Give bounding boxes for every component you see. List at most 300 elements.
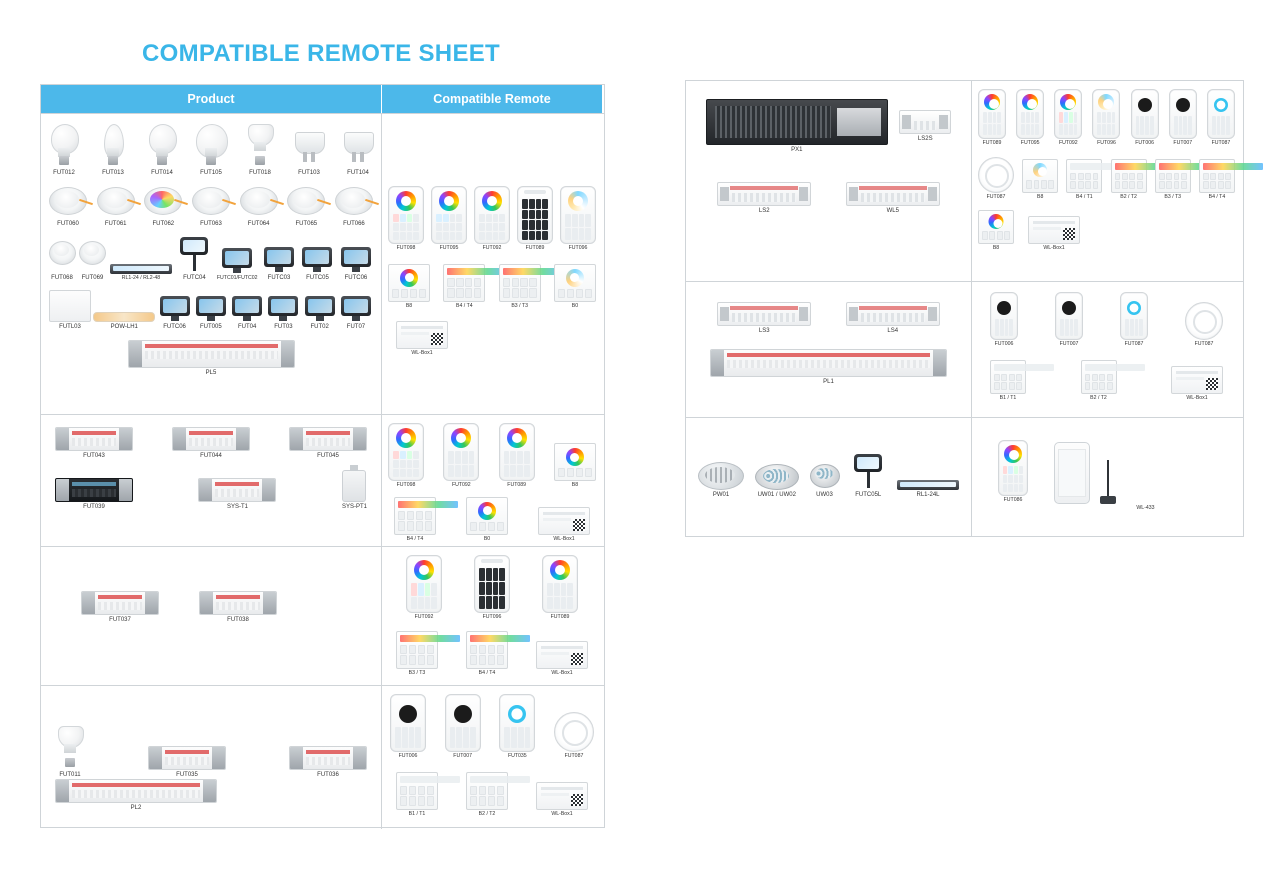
product-label: FUT103 [298,170,320,176]
bar-light-icon [110,264,172,274]
wall-panel-icon [1199,159,1235,193]
downlight-icon [97,185,135,219]
list-item [466,631,508,677]
list-item [55,478,133,511]
product-label: PL2 [130,804,142,811]
remote-icon [406,555,442,613]
list-item [49,239,75,282]
pool-light-icon [698,460,744,490]
product-label: FUT061 [104,220,127,227]
remote-label: WL-433 [1136,504,1155,511]
product-label: LS3 [758,328,770,334]
remote-icon [1055,292,1083,340]
product-label: FUT014 [151,170,173,176]
wifi-box-icon [396,321,448,349]
remote-icon [388,423,424,481]
bar-light-icon [897,480,959,490]
list-item [388,423,424,489]
table-row [686,281,1243,417]
product-cell [686,282,972,417]
remote-icon [978,89,1006,139]
list-item [443,264,485,310]
remote-icon [554,712,594,752]
list-item [79,239,105,282]
list-item [98,124,128,177]
remote-label: B2 / T2 [478,810,496,817]
header-product: Product [41,85,382,113]
remote-icon [474,555,510,613]
wall-panel-icon [396,772,438,810]
controller-icon [172,427,250,451]
remote-group [388,186,596,252]
controller-icon [148,746,226,770]
remote-icon [390,694,426,752]
list-item [390,694,426,760]
product-label: FUT068 [51,275,73,282]
product-label: FUT066 [343,220,365,227]
table-row [41,685,604,829]
wifi-box-icon [536,782,588,810]
list-item [466,497,508,543]
wall-panel-icon [1081,360,1117,394]
product-label: FUT005 [200,323,222,330]
list-item [846,182,940,215]
underwater-light-icon [810,462,840,490]
flood-light-icon [303,292,337,322]
product-group-2 [700,349,957,386]
spotlight-icon [343,128,373,168]
downlight-icon [240,185,278,219]
product-label: FUT063 [200,220,222,227]
remote-label: FUT096 [482,614,502,620]
list-item [342,470,367,511]
list-item [172,427,250,460]
remote-icon [1185,302,1223,340]
product-label: FUTC05L [855,492,882,498]
remote-icon [1092,89,1120,139]
remote-group-gateway [388,321,596,357]
list-item [147,124,177,177]
remote-label: FUT086 [1003,497,1023,503]
panel-light-icon [49,290,91,322]
remote-icon [1207,89,1235,139]
list-item [499,423,535,489]
left-compatibility-table [40,84,605,828]
product-cell [686,81,972,281]
list-item [55,427,133,460]
remote-label: FUT095 [1020,140,1040,146]
product-label: SYS-PT1 [341,503,367,510]
list-item [396,772,438,818]
remote-label: B3 / T3 [408,669,426,676]
product-label: WL5 [886,207,899,214]
product-label: FUTC05 [306,275,329,282]
wall-panel-icon [1066,159,1102,193]
product-label: LS2 [758,207,770,214]
controller-icon [199,591,277,615]
product-label: FUT037 [109,617,131,623]
bulb-icon [147,124,177,168]
table-row [41,414,604,546]
remote-label: FUT007 [1059,341,1079,347]
remote-icon [499,423,535,481]
list-item [217,244,258,282]
product-label: POW-LH1 [110,323,138,330]
remote-label: WL-Box1 [553,535,575,542]
remote-label: FUT089 [525,245,545,251]
wall-panel-icon [466,772,508,810]
remote-icon [431,186,467,244]
remote-label: FUT092 [414,614,434,620]
product-label: FUT03 [274,323,293,330]
remote-group [388,423,596,489]
remote-label: B8 [571,482,579,488]
table-row [41,546,604,685]
remote-cell [972,418,1241,536]
remote-label: B8 [405,302,413,309]
product-group-bulbs [49,124,373,177]
product-label: PL1 [823,378,834,385]
remote-label: FUT007 [1173,140,1193,146]
list-item [55,726,85,779]
left-table-header [41,85,604,113]
list-item [303,292,337,331]
remote-label: B4 / T1 [1076,193,1093,200]
remote-group [990,292,1223,348]
list-item [536,782,588,818]
list-item [499,694,535,760]
wifi-box-icon [536,641,588,669]
list-item [1185,302,1223,348]
product-label: FUTL03 [59,323,81,330]
wall-panel-icon [1155,159,1191,193]
product-label: FUT038 [227,617,249,623]
table-row [686,417,1243,536]
remote-label: FUT089 [982,140,1002,146]
product-cell [41,415,382,546]
list-item [978,89,1006,147]
list-item [445,694,481,760]
list-item [289,746,367,779]
remote-group [978,89,1235,147]
led-driver-icon [128,340,295,368]
downlight-icon [79,239,105,273]
list-item [245,124,275,177]
list-item [554,712,594,760]
list-item [1028,216,1080,252]
product-label: FUT04 [237,323,257,330]
flood-light-icon [300,243,334,273]
downlight-icon [144,185,182,219]
remote-icon [978,157,1014,193]
product-label: FUT012 [53,170,75,176]
bulb-icon [49,124,79,168]
list-item [698,460,744,499]
remote-label: B4 / T4 [406,535,424,542]
remote-label: FUT006 [398,753,418,759]
remote-label: B0 [483,535,491,542]
list-item [1055,292,1083,348]
list-item [49,124,79,177]
downlight-icon [49,185,87,219]
downlight-icon [335,185,373,219]
remote-cell [382,547,602,685]
remote-group-2 [392,631,592,677]
product-label: FUT02 [310,323,329,330]
product-group [698,452,959,499]
list-item [978,210,1014,252]
list-item [388,186,424,252]
list-item [406,555,442,621]
list-item [194,292,228,331]
product-cell [41,547,382,685]
remote-label: FUT096 [1097,140,1116,146]
list-item [192,185,230,228]
list-item [55,779,217,812]
list-item [339,243,373,282]
product-group [700,302,957,335]
remote-label: WL-Box1 [1043,245,1065,252]
remote-group-3 [978,210,1235,252]
list-item [710,349,947,386]
remote-label: FUT098 [396,245,416,251]
remote-label: FUT095 [439,245,459,251]
remote-label: WL-Box1 [411,350,433,357]
list-item [1081,360,1117,402]
remote-label: B1 / T1 [999,394,1017,401]
wifi-box-icon [1171,366,1223,394]
product-label: FUT013 [102,170,124,176]
flood-light-icon [220,244,254,274]
list-item [850,452,886,499]
remote-cell [382,114,602,414]
product-label: LS2S [917,136,933,142]
downlight-icon [192,185,230,219]
list-item [1111,159,1147,201]
antenna-icon [1100,460,1116,504]
downlight-icon [287,185,325,219]
product-label: FUT065 [295,220,318,227]
remote-icon [499,694,535,752]
remote-cell [972,282,1241,417]
list-item [1066,159,1102,201]
remote-icon [1131,89,1159,139]
list-item [1171,366,1223,402]
list-item [755,462,799,499]
remote-cell [972,81,1241,281]
list-item [339,292,373,331]
list-item [266,292,300,331]
remote-label: B3 / T3 [511,302,528,309]
remote-label: FUT092 [1058,140,1078,146]
remote-label: FUT092 [451,482,471,488]
header-compatible-remote: Compatible Remote [382,85,602,113]
list-item [93,312,155,331]
remote-icon [517,186,553,244]
list-item [158,292,192,331]
list-item [1054,89,1082,147]
product-label: PW01 [712,492,730,498]
remote-group-2 [990,360,1223,402]
remote-group-2 [388,497,596,543]
product-label: FUT064 [247,220,270,227]
product-label: LS4 [887,328,899,334]
remote-icon [542,555,578,613]
list-item [474,555,510,621]
wl-433-device-icon [1054,442,1090,504]
remote-group-panels [388,264,596,310]
remote-group [390,694,594,760]
remote-group [998,440,1215,504]
list-item [343,128,373,177]
controller-icon [717,182,811,206]
remote-label: FUT087 [986,193,1006,200]
list-item [148,746,226,779]
wall-panel-icon [396,631,438,669]
wifi-box-icon [1028,216,1080,244]
product-label: FUT044 [200,453,222,459]
list-item [560,186,596,252]
list-item [396,321,448,357]
remote-label: FUT089 [507,482,527,488]
remote-label: B2 / T2 [1120,193,1137,200]
list-item [388,264,430,310]
product-label: UW03 [816,492,833,498]
wall-panel-icon [990,360,1026,394]
remote-group-2 [390,772,594,818]
list-item [517,186,553,252]
remote-label: FUT092 [482,245,502,251]
product-group-controllers-2 [55,470,367,511]
list-item [81,591,159,624]
wall-panel-icon [466,631,508,669]
remote-label: FUT087 [1194,341,1214,347]
list-item [717,182,811,215]
remote-icon [998,440,1028,496]
controller-icon [81,591,159,615]
product-label: PL5 [205,370,217,377]
wall-panel-icon [978,210,1014,244]
list-item [394,497,436,543]
bulb-icon [55,726,85,770]
product-label: FUTC06 [344,275,368,282]
controller-icon [198,478,276,502]
list-item [1016,89,1044,147]
list-item [978,157,1014,201]
product-group-controllers [55,427,367,460]
controller-icon [846,182,940,206]
remote-label: FUT087 [564,753,584,759]
remote-cell [382,415,602,546]
product-label: FUT011 [59,772,81,778]
product-label: RL1-24 / RL2-48 [121,275,161,282]
product-group-outdoor [49,235,373,282]
garden-light-icon [176,235,212,273]
underwater-light-icon [755,462,799,490]
remote-icon [1169,89,1197,139]
wall-panel-icon [554,443,596,481]
remote-label: B8 [992,245,1000,252]
list-item [554,443,596,489]
remote-label: B4 / T4 [478,669,496,676]
list-item [196,124,226,177]
list-item [990,360,1026,402]
flood-light-icon [339,243,373,273]
wall-panel-icon [554,264,596,302]
flood-light-icon [262,243,296,273]
remote-label: B2 / T2 [1090,394,1107,401]
controller-icon [717,302,811,326]
list-item [443,423,479,489]
list-item [1054,442,1116,504]
remote-label: B8 [1037,193,1044,200]
remote-icon [1016,89,1044,139]
controller-icon [289,427,367,451]
list-item [230,292,264,331]
list-item [542,555,578,621]
list-item [899,110,951,143]
table-row [41,113,604,414]
list-item [990,292,1018,348]
remote-label: FUT006 [1135,140,1154,146]
flood-light-icon [194,292,228,322]
list-item [499,264,541,310]
bulb-icon [98,124,128,168]
wifi-box-icon [538,507,590,535]
led-driver-icon [55,779,217,803]
list-item [810,462,840,499]
remote-label: FUT098 [396,482,416,488]
downlight-icon [49,239,75,273]
list-item [49,185,87,228]
list-item [536,641,588,677]
wall-panel-icon [1111,159,1147,193]
product-label: FUT062 [152,220,175,227]
list-item [240,185,278,228]
product-label: FUT045 [317,453,339,459]
list-item [144,185,182,228]
list-item [97,185,135,228]
list-item [1120,292,1148,348]
product-group [81,591,341,624]
product-group [700,99,957,154]
remote-label: WL-Box1 [551,669,573,676]
list-item [1199,159,1235,201]
product-label: FUT105 [200,170,222,176]
product-label: FUT035 [176,772,198,778]
wall-panel-icon [388,264,430,302]
product-cell [686,418,972,536]
remote-icon [474,186,510,244]
remote-label: FUT035 [507,753,527,759]
controller-icon [289,746,367,770]
product-label: UW01 / UW02 [757,492,796,498]
list-item [198,478,276,511]
product-group [55,726,367,811]
power-adapter-icon [342,470,366,502]
remote-label: FUT089 [550,614,570,620]
garden-light-icon [850,452,886,490]
remote-icon [1120,292,1148,340]
product-label: FUT104 [347,170,369,176]
list-item [538,507,590,543]
product-group-downlights [49,185,373,228]
list-item [287,185,325,228]
flood-light-icon [230,292,264,322]
list-item [289,427,367,460]
product-group-driver [49,340,373,377]
list-item [474,186,510,252]
